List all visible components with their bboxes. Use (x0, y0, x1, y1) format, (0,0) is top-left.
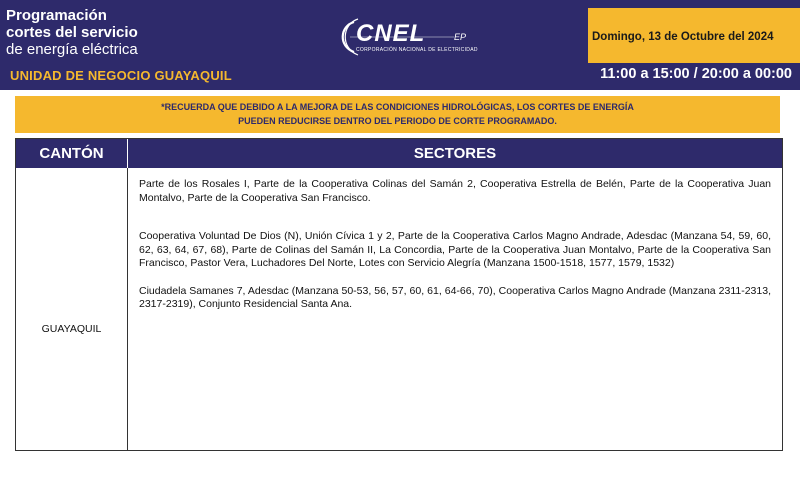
cnel-logo (336, 16, 486, 58)
notice-banner (15, 96, 780, 133)
notice-line-1: *RECUERDA QUE DEBIDO A LA MEJORA DE LAS CONDICIONES HIDROLÓGICAS, LOS CORTES DE ENERGÍA (161, 102, 634, 112)
outage-hours: 11:00 a 15:00 / 20:00 a 00:00 (600, 66, 792, 82)
header-canton: CANTÓN (16, 139, 128, 168)
sectors-cell (139, 178, 771, 312)
header-sectores: SECTORES (413, 145, 497, 162)
title-line-1: Programación (6, 7, 107, 24)
column-divider (127, 168, 128, 450)
business-unit-label: UNIDAD DE NEGOCIO GUAYAQUIL (10, 68, 232, 83)
canton-cell: GUAYAQUIL (41, 323, 102, 335)
page-title (6, 7, 138, 58)
notice-line-2: PUEDEN REDUCIRSE DENTRO DEL PERIODO DE CORTE PROGRAMADO. (238, 116, 557, 126)
sector-paragraph: Parte de los Rosales I, Parte de la Cooperativa Colinas del Samán 2, Cooperativa Estrella de Belén, Parte de la Cooperativa Juan Montalvo, Parte de la Cooperativa San Francisco. (139, 178, 771, 204)
schedule-table (15, 138, 783, 451)
title-line-2: cortes del servicio (6, 24, 138, 41)
sector-paragraph: Cooperativa Voluntad De Dios (N), Unión Cívica 1 y 2, Parte de la Cooperativa Carlos Magno Andrade, Adesdac (Manzana 54, 59, 60, 62, 63, 64, 67, 68), Parte de Colinas del Samán II, La Concordia, Parte de la Cooperativa Juan Montalvo, Parte de la Cooperativa San Francisco, Pastor Vera, Luchadores Del Norte, Lotes con Servicio Alegría (Manzana 1500-1518, 1577, 1579, 1532) (139, 230, 771, 269)
table-header (16, 139, 782, 168)
logo-wordmark: CNEL (356, 20, 426, 47)
logo-subtitle: CORPORACIÓN NACIONAL DE ELECTRICIDAD (356, 47, 478, 53)
sector-paragraph: Ciudadela Samanes 7, Adesdac (Manzana 50-53, 56, 57, 60, 61, 64-66, 70), Cooperativa Carlos Magno Andrade (Manzana 2311-2313, 2317-2319), Conjunto Residencial Santa Ana. (139, 284, 771, 310)
date-text: Domingo, 13 de Octubre del 2024 (592, 31, 774, 43)
title-line-3: de energía eléctrica (6, 41, 138, 58)
logo-ep: EP (454, 32, 467, 42)
header-banner (0, 0, 800, 90)
date-badge (588, 8, 800, 63)
